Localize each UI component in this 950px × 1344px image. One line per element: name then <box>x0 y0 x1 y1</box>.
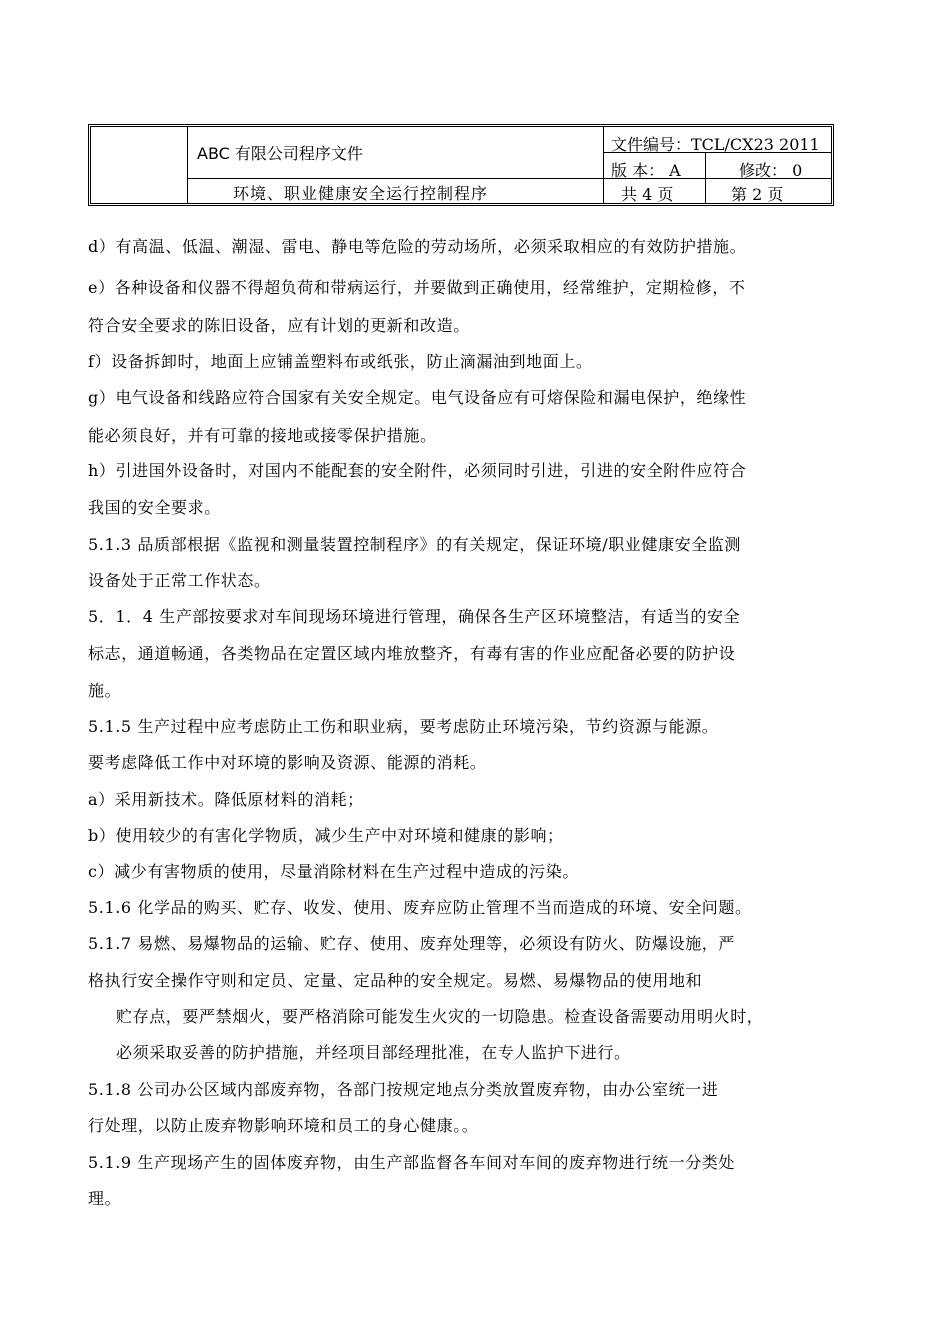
body-line: h）引进国外设备时，对国内不能配套的安全附件，必须同时引进，引进的安全附件应符合 <box>88 461 747 480</box>
body-line: 5．1．4 生产部按要求对车间现场环境进行管理，确保各生产区环境整洁，有适当的安全 <box>88 607 741 626</box>
page-number: 第 2 页 <box>731 185 784 204</box>
body-line: 要考虑降低工作中对环境的影响及资源、能源的消耗。 <box>88 753 487 772</box>
body-line: a）采用新技术。降低原材料的消耗； <box>88 790 364 809</box>
doc-number: 文件编号：TCL/CX23 2011 <box>611 135 820 154</box>
body-line: 5.1.5 生产过程中应考虑防止工伤和职业病，要考虑防止环境污染，节约资源与能源。 <box>88 717 719 736</box>
body-line: 格执行安全操作守则和定员、定量、定品种的安全规定。易燃、易爆物品的使用地和 <box>88 971 703 990</box>
body-line: 5.1.9 生产现场产生的固体废弃物，由生产部监督各车间对车间的废弃物进行统一分类处 <box>88 1153 735 1172</box>
document-header-table <box>88 124 834 206</box>
body-line: 施。 <box>88 681 122 700</box>
divider <box>187 178 831 179</box>
divider <box>705 152 706 203</box>
body-line: 贮存点，要严禁烟火，要严格消除可能发生火灾的一切隐患。检查设备需要动用明火时， <box>116 1007 764 1026</box>
body-line: 理。 <box>88 1189 122 1208</box>
divider <box>603 127 604 203</box>
body-line: g）电气设备和线路应符合国家有关安全规定。电气设备应有可熔保险和漏电保护，绝缘性 <box>88 388 747 407</box>
body-line: c）减少有害物质的使用，尽量消除材料在生产过程中造成的污染。 <box>88 862 579 881</box>
body-line: d）有高温、低温、潮湿、雷电、静电等危险的劳动场所，必须采取相应的有效防护措施。 <box>88 237 747 256</box>
body-line: f）设备拆卸时，地面上应铺盖塑料布或纸张，防止滴漏油到地面上。 <box>88 352 593 371</box>
body-line: 5.1.3 品质部根据《监视和测量装置控制程序》的有关规定，保证环境/职业健康安全监测 <box>88 535 741 554</box>
body-line: 能必须良好，并有可靠的接地或接零保护措施。 <box>88 426 437 445</box>
body-line: 标志，通道畅通，各类物品在定置区域内堆放整齐，有毒有害的作业应配备必要的防护设 <box>88 644 736 663</box>
body-line: 5.1.8 公司办公区域内部废弃物，各部门按规定地点分类放置废弃物，由办公室统一进 <box>88 1080 719 1099</box>
divider <box>187 127 188 203</box>
revision-label: 修改： 0 <box>739 161 803 180</box>
body-line: 必须采取妥善的防护措施，并经项目部经理批准，在专人监护下进行。 <box>116 1043 631 1062</box>
body-line: e）各种设备和仪器不得超负荷和带病运行，并要做到正确使用，经常维护，定期检修，不 <box>88 278 746 297</box>
body-line: 5.1.7 易燃、易爆物品的运输、贮存、使用、废弃处理等，必须设有防火、防爆设施，严 <box>88 934 735 953</box>
procedure-title: 环境、职业健康安全运行控制程序 <box>233 184 489 203</box>
body-line: 我国的安全要求。 <box>88 498 221 517</box>
body-line: 符合安全要求的陈旧设备，应有计划的更新和改造。 <box>88 316 470 335</box>
total-pages: 共 4 页 <box>621 185 674 204</box>
version-label: 版 本： A <box>611 161 681 180</box>
logo-cell <box>91 127 187 203</box>
body-line: 行处理，以防止废弃物影响环境和员工的身心健康。。 <box>88 1116 479 1135</box>
body-line: 5.1.6 化学品的购买、贮存、收发、使用、废弃应防止管理不当而造成的环境、安全问题。 <box>88 898 752 917</box>
body-line: b）使用较少的有害化学物质，减少生产中对环境和健康的影响； <box>88 826 564 845</box>
body-line: 设备处于正常工作状态。 <box>88 571 271 590</box>
company-doc-title: ABC 有限公司程序文件 <box>197 144 363 163</box>
